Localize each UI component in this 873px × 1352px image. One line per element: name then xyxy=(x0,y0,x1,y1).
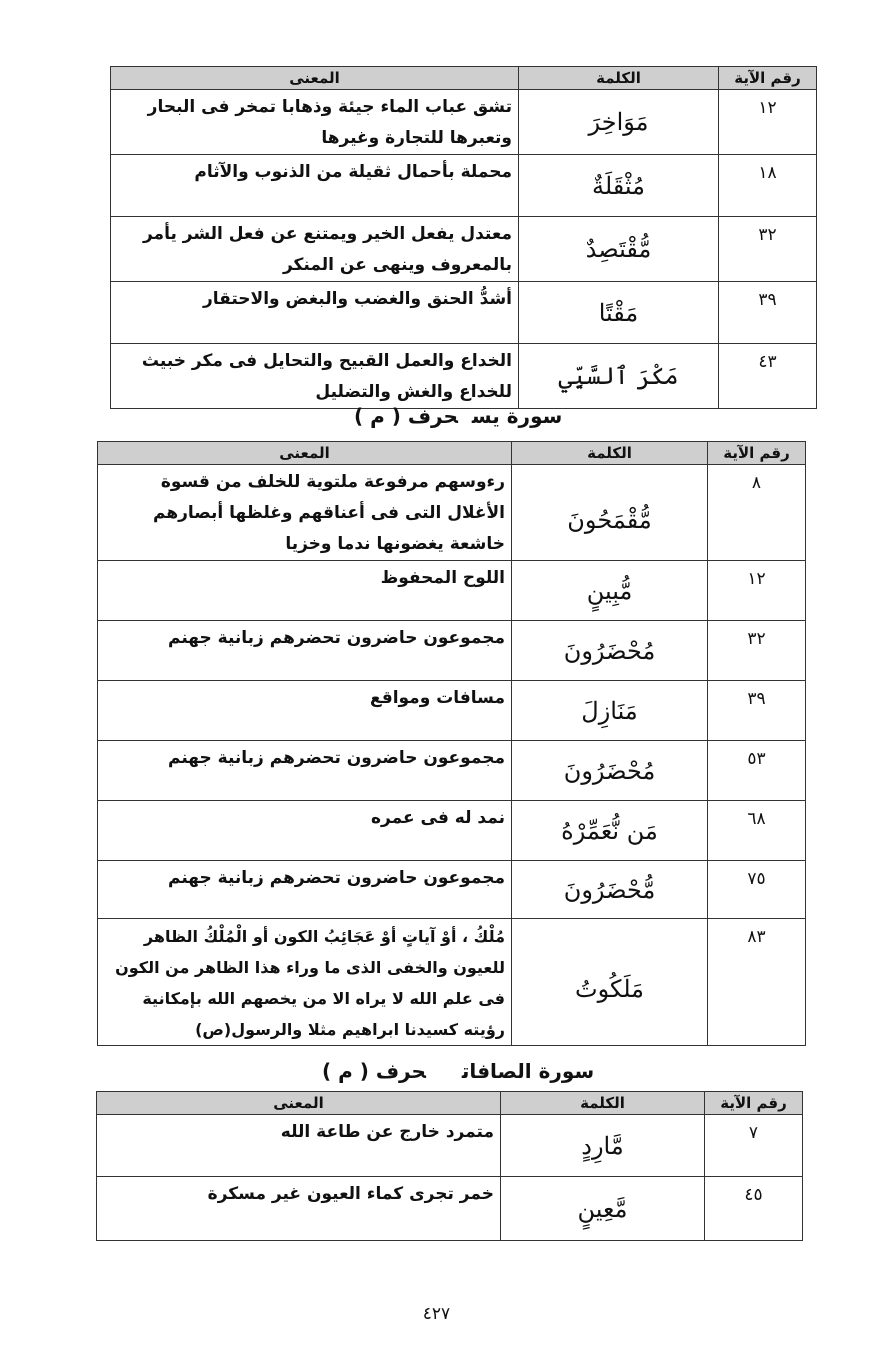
header-word: الكلمة xyxy=(512,442,708,465)
table-fatir xyxy=(110,66,817,409)
meaning-cell: محملة بأحمال ثقيلة من الذنوب والآثام xyxy=(111,155,519,217)
word-cell: مُحْضَرُونَ xyxy=(512,621,708,681)
word-cell: مَن نُّعَمِّرْهُ xyxy=(512,801,708,861)
table-row xyxy=(97,1177,803,1241)
header-meaning: المعنى xyxy=(111,67,519,90)
meaning-cell: مجموعون حاضرون تحضرهم زبانية جهنم xyxy=(98,741,512,801)
table-row xyxy=(98,681,806,741)
section-title-saffat xyxy=(308,1059,594,1083)
ayah-number: ٣٢ xyxy=(708,621,806,681)
table-row xyxy=(98,561,806,621)
table-row xyxy=(98,621,806,681)
table-yasin xyxy=(97,441,806,1046)
header-meaning: المعنى xyxy=(97,1092,501,1115)
ayah-number: ٤٥ xyxy=(705,1177,803,1241)
ayah-number: ٨٣ xyxy=(708,919,806,1046)
table-row xyxy=(111,344,817,409)
table-row xyxy=(111,282,817,344)
table-row xyxy=(98,465,806,561)
table-header xyxy=(98,442,806,465)
word-cell: مُّقْمَحُونَ xyxy=(512,465,708,561)
meaning-cell: تشق عباب الماء جيئة وذهابا تمخر فى البحار وتعبرها للتجارة وغيرها xyxy=(111,90,519,155)
ayah-number: ٣٩ xyxy=(719,282,817,344)
header-meaning: المعنى xyxy=(98,442,512,465)
meaning-cell: خمر تجرى كماء العيون غير مسكرة xyxy=(97,1177,501,1241)
surah-name: سورة الصافات xyxy=(461,1059,595,1083)
section-title-yasin xyxy=(340,404,562,428)
table-row xyxy=(98,919,806,1046)
table-row xyxy=(98,861,806,919)
header-ayah-no: رقم الآية xyxy=(705,1092,803,1115)
ayah-number: ١٢ xyxy=(708,561,806,621)
meaning-cell: أشدُّ الحنق والغضب والبغض والاحتقار xyxy=(111,282,519,344)
word-cell: مَقْتًا xyxy=(519,282,719,344)
word-cell: مَّارِدٍ xyxy=(501,1115,705,1177)
table-row xyxy=(98,801,806,861)
meaning-cell: نمد له فى عمره xyxy=(98,801,512,861)
surah-name: سورة يس xyxy=(471,404,563,428)
meaning-cell: مجموعون حاضرون تحضرهم زبانية جهنم xyxy=(98,621,512,681)
meaning-cell: متمرد خارج عن طاعة الله xyxy=(97,1115,501,1177)
ayah-number: ٧ xyxy=(705,1115,803,1177)
word-cell: مُثْقَلَةٌ xyxy=(519,155,719,217)
word-cell: مَوَاخِرَ xyxy=(519,90,719,155)
meaning-cell: مسافات ومواقع xyxy=(98,681,512,741)
table-header xyxy=(97,1092,803,1115)
word-cell: مَّعِينٍ xyxy=(501,1177,705,1241)
table-row xyxy=(111,90,817,155)
meaning-cell: مُلْكُ ، أوْ آياتٍ أوْ عَجَائِبُ الكون أو الْمُلْكُ الظاهر للعيون والخفى الذى ما وراء هذا الظاهر من الكون فى علم الله لا يراه الا من يخصهم الله بإمكانية رؤيته كسيدنا ابراهيم مثلا والرسول(ص) xyxy=(98,919,512,1046)
ayah-number: ٨ xyxy=(708,465,806,561)
meaning-cell: اللوح المحفوظ xyxy=(98,561,512,621)
table-row xyxy=(98,741,806,801)
table-row xyxy=(111,217,817,282)
table-header xyxy=(111,67,817,90)
meaning-cell: معتدل يفعل الخير ويمتنع عن فعل الشر يأمر بالمعروف وينهى عن المنكر xyxy=(111,217,519,282)
ayah-number: ٣٩ xyxy=(708,681,806,741)
page-number: ٤٢٧ xyxy=(422,1304,451,1324)
header-ayah-no: رقم الآية xyxy=(708,442,806,465)
word-cell: مُّبِينٍ xyxy=(512,561,708,621)
header-word: الكلمة xyxy=(501,1092,705,1115)
table-saffat xyxy=(96,1091,803,1241)
ayah-number: ٤٣ xyxy=(719,344,817,409)
word-cell: مَكْرَ ٱلسَّيِّي xyxy=(519,344,719,409)
word-cell: مُّقْتَصِدٌ xyxy=(519,217,719,282)
ayah-number: ١٢ xyxy=(719,90,817,155)
ayah-number: ١٨ xyxy=(719,155,817,217)
meaning-cell: رءوسهم مرفوعة ملتوية للخلف من قسوة الأغلال التى فى أعناقهم وغلظها أبصارهم خاشعة يغضونها ندما وخزيا xyxy=(98,465,512,561)
letter-label: حرف ( م ) xyxy=(322,1059,426,1083)
ayah-number: ٥٣ xyxy=(708,741,806,801)
header-ayah-no: رقم الآية xyxy=(719,67,817,90)
table-row xyxy=(111,155,817,217)
header-word: الكلمة xyxy=(519,67,719,90)
ayah-number: ٧٥ xyxy=(708,861,806,919)
table-row xyxy=(97,1115,803,1177)
meaning-cell: الخداع والعمل القبيح والتحايل فى مكر خبيث للخداع والغش والتضليل xyxy=(111,344,519,409)
meaning-cell: مجموعون حاضرون تحضرهم زبانية جهنم xyxy=(98,861,512,919)
word-cell: مَلَكُوتُ xyxy=(512,919,708,1046)
ayah-number: ٣٢ xyxy=(719,217,817,282)
word-cell: مَنَازِلَ xyxy=(512,681,708,741)
ayah-number: ٦٨ xyxy=(708,801,806,861)
letter-label: حرف ( م ) xyxy=(354,404,458,428)
word-cell: مُحْضَرُونَ xyxy=(512,741,708,801)
word-cell: مُّحْضَرُونَ xyxy=(512,861,708,919)
